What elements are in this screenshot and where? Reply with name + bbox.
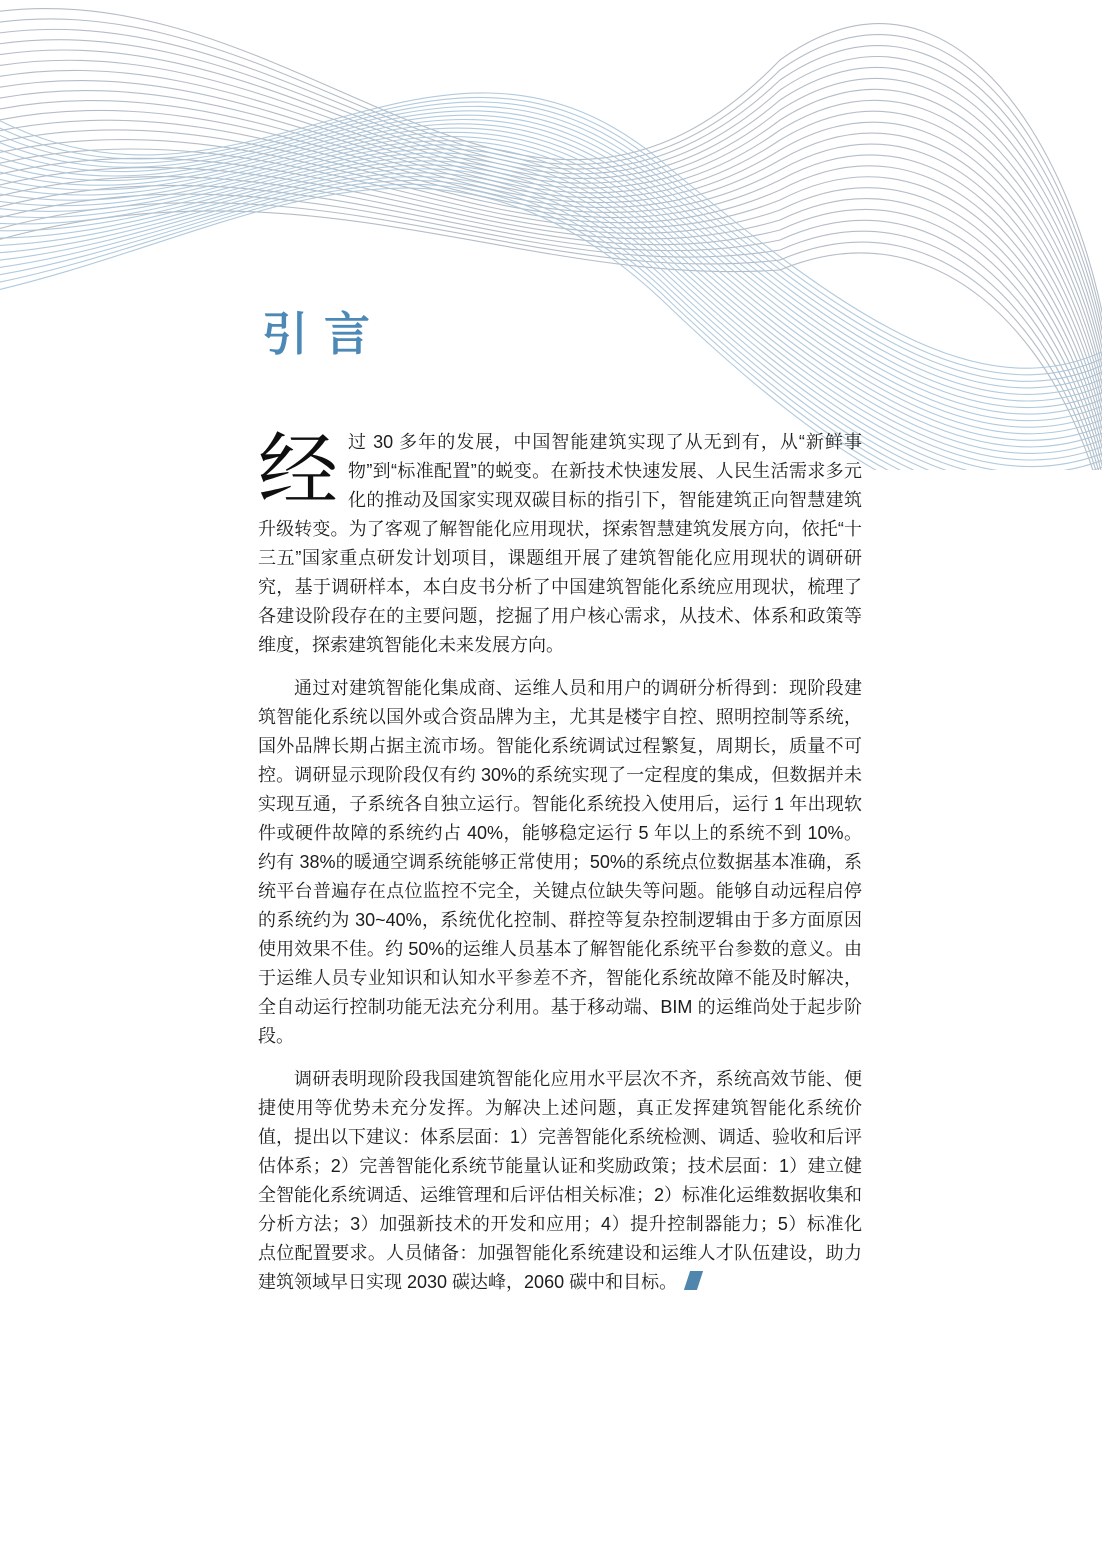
wave-decoration [0, 0, 1102, 470]
paragraph-1 [258, 428, 862, 660]
page-title: 引言 [262, 308, 386, 360]
paragraph-3-text: 调研表明现阶段我国建筑智能化应用水平层次不齐，系统高效节能、便捷使用等优势未充分发挥。为解决上述问题，真正发挥建筑智能化系统价值，提出以下建议：体系层面：1）完善智能化系统检测、调适、验收和后评估体系；2）完善智能化系统节能量认证和奖励政策；技术层面：1）建立健全智能化系统调适、运维管理和后评估相关标准；2）标准化运维数据收集和分析方法；3）加强新技术的开发和应用；4）提升控制器能力；5）标准化点位配置要求。人员储备：加强智能化系统建设和运维人才队伍建设，助力建筑领域早日实现 2030 碳达峰，2060 碳中和目标。 [258, 1069, 863, 1292]
wave-lines-graphic [0, 0, 1102, 470]
paragraph-2-text: 通过对建筑智能化集成商、运维人员和用户的调研分析得到：现阶段建筑智能化系统以国外或合资品牌为主，尤其是楼宇自控、照明控制等系统，国外品牌长期占据主流市场。智能化系统调试过程繁复，周期长，质量不可控。调研显示现阶段仅有约 30%的系统实现了一定程度的集成，但数据并未实现互通，子系统各自独立运行。智能化系统投入使用后，运行 1 年出现软件或硬件故障的系统约占 40%，能够稳定运行 5 年以上的系统不到 10%。约有 38%的暖通空调系统能够正常使用；50%的系统点位数据基本准确，系统平台普遍存在点位监控不完全，关键点位缺失等问题。能够自动远程启停的系统约为 30~40%，系统优化控制、群控等复杂控制逻辑由于多方面原因使用效果不佳。约 50%的运维人员基本了解智能化系统平台参数的意义。由于运维人员专业知识和认知水平参差不齐，智能化系统故障不能及时解决，全自动运行控制功能无法充分利用。基于移动端、BIM 的运维尚处于起步阶段。 [258, 678, 862, 1046]
end-of-article-slash-mark [684, 1271, 703, 1290]
article-body [258, 428, 862, 1311]
paragraph-3 [258, 1065, 862, 1297]
paragraph-1-text: 过 30 多年的发展，中国智能建筑实现了从无到有，从“新鲜事物”到“标准配置”的蜕变。在新技术快速发展、人民生活需求多元化的推动及国家实现双碳目标的指引下，智能建筑正向智慧建筑升级转变。为了客观了解智能化应用现状，探索智慧建筑发展方向，依托“十三五”国家重点研发计划项目，课题组开展了建筑智能化应用现状的调研研究，基于调研样本，本白皮书分析了中国建筑智能化系统应用现状，梳理了各建设阶段存在的主要问题，挖掘了用户核心需求，从技术、体系和政策等维度，探索建筑智能化未来发展方向。 [258, 432, 862, 655]
paragraph-2 [258, 674, 862, 1051]
dropcap-character: 经 [258, 426, 338, 515]
